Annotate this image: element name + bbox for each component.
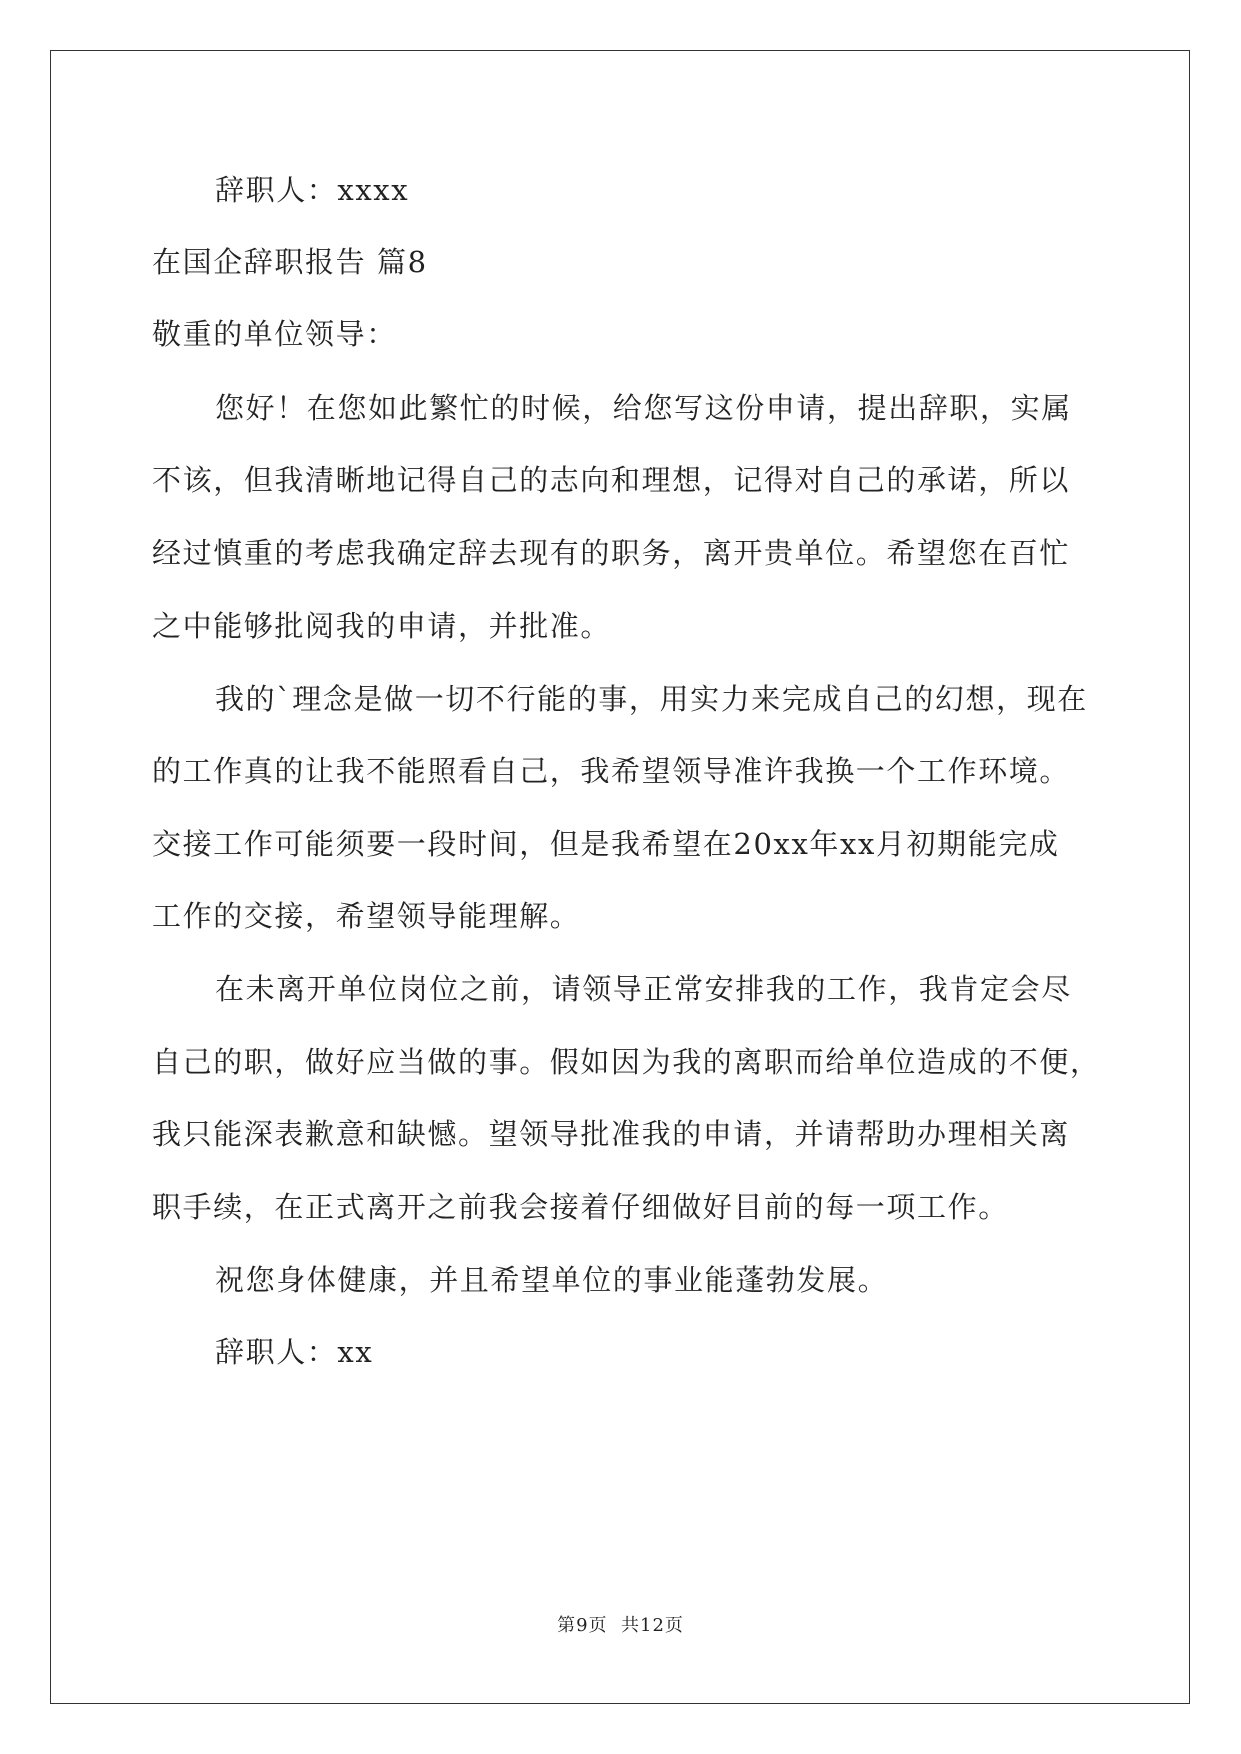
paragraph-2-line-3: 交接工作可能须要一段时间，但是我希望在20xx年xx月初期能完成	[152, 827, 1060, 861]
paragraph-2-line-4: 工作的交接，希望领导能理解。	[152, 899, 581, 933]
paragraph-3-line-3: 我只能深表歉意和缺憾。望领导批准我的申请，并请帮助办理相关离	[152, 1117, 1071, 1151]
paragraph-1-line-2: 不该，但我清晰地记得自己的志向和理想，记得对自己的承诺，所以	[152, 463, 1071, 497]
salutation: 敬重的单位领导：	[152, 317, 397, 351]
paragraph-3-line-4: 职手续，在正式离开之前我会接着仔细做好目前的每一项工作。	[152, 1190, 1009, 1224]
page-number: 第9页 共12页	[557, 1615, 684, 1636]
paragraph-2-line-1: 我的`理念是做一切不行能的事，用实力来完成自己的幻想，现在	[215, 682, 1088, 716]
closing-wish: 祝您身体健康，并且希望单位的事业能蓬勃发展。	[215, 1263, 889, 1297]
paragraph-1-line-3: 经过慎重的考虑我确定辞去现有的职务，离开贵单位。希望您在百忙	[152, 536, 1071, 570]
paragraph-1-line-4: 之中能够批阅我的申请，并批准。	[152, 609, 612, 643]
paragraph-1-line-1: 您好！在您如此繁忙的时候，给您写这份申请，提出辞职，实属	[215, 391, 1072, 425]
resigner-line-bottom: 辞职人：xx	[215, 1335, 374, 1369]
paragraph-3-line-2: 自己的职，做好应当做的事。假如因为我的离职而给单位造成的不便，	[152, 1045, 1101, 1079]
paragraph-2-line-2: 的工作真的让我不能照看自己，我希望领导准许我换一个工作环境。	[152, 754, 1071, 788]
paragraph-3-line-1: 在未离开单位岗位之前，请领导正常安排我的工作，我肯定会尽	[215, 972, 1072, 1006]
resigner-line-top: 辞职人：xxxx	[215, 173, 410, 207]
page-footer	[0, 1611, 1241, 1637]
section-title: 在国企辞职报告 篇8	[152, 245, 428, 279]
page-border	[50, 50, 1190, 1704]
